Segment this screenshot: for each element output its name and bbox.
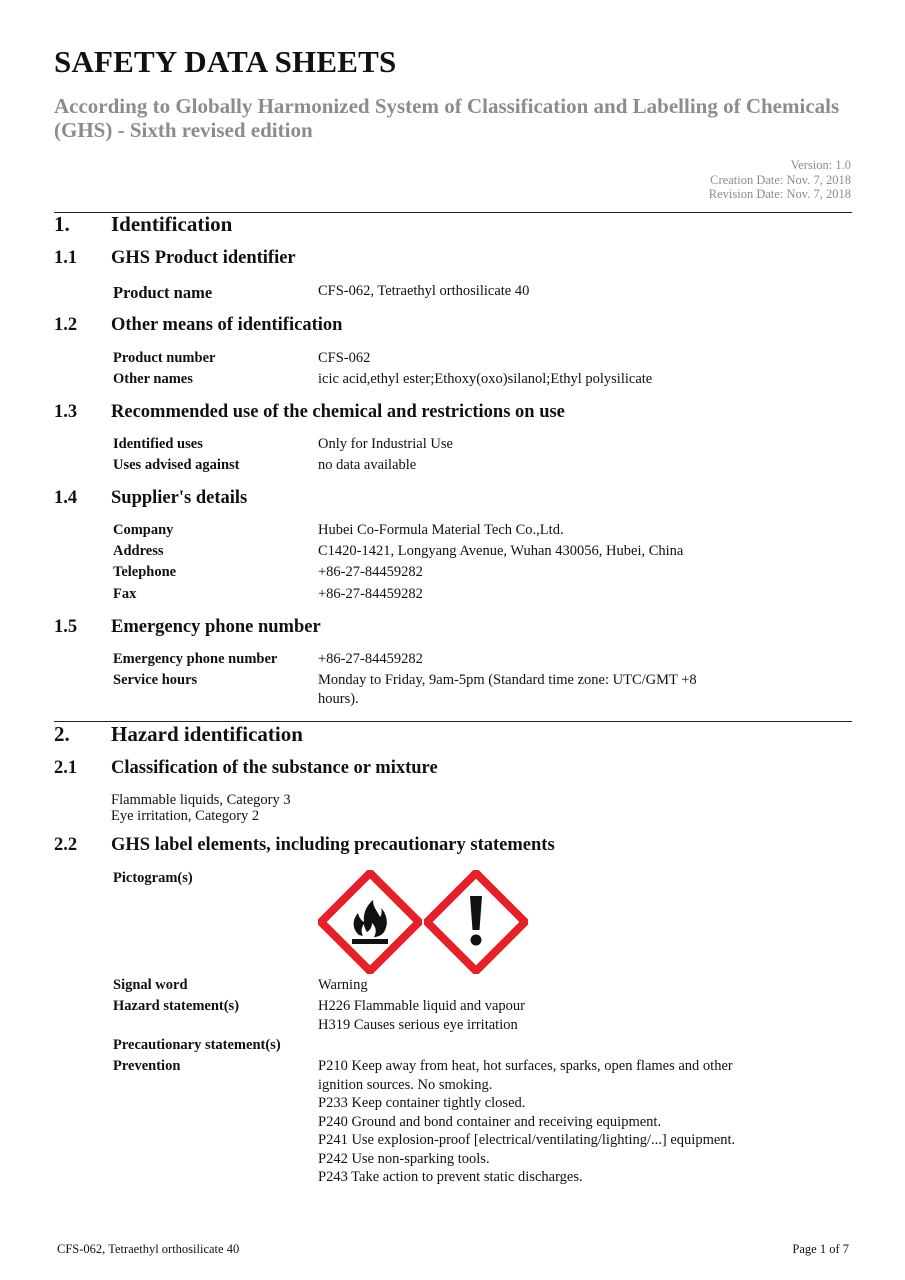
telephone-label: Telephone bbox=[113, 564, 177, 580]
emergency-phone-value: +86-27-84459282 bbox=[318, 651, 423, 667]
classification-item: Flammable liquids, Category 3 bbox=[111, 792, 291, 808]
subsection-number: 1.3 bbox=[54, 402, 78, 422]
version-info bbox=[709, 158, 851, 202]
flame-pictogram-icon bbox=[318, 870, 422, 974]
classification-item: Eye irritation, Category 2 bbox=[111, 808, 260, 824]
other-names-label: Other names bbox=[113, 371, 193, 387]
subsection-number: 1.5 bbox=[54, 617, 78, 637]
section-number: 1. bbox=[54, 212, 70, 236]
version: Version: 1.0 bbox=[790, 158, 851, 172]
revision-date: Revision Date: Nov. 7, 2018 bbox=[708, 187, 851, 201]
other-names-value: icic acid,ethyl ester;Ethoxy(oxo)silanol;Ethyl polysilicate bbox=[318, 371, 653, 387]
product-number-value: CFS-062 bbox=[318, 350, 371, 366]
subsection-number: 1.2 bbox=[54, 315, 78, 335]
precautionary-statement: P243 Take action to prevent static discharges. bbox=[318, 1169, 583, 1185]
classification-list bbox=[111, 792, 291, 824]
hazard-statement: H319 Causes serious eye irritation bbox=[318, 1016, 518, 1033]
subsection-number: 2.1 bbox=[54, 758, 78, 778]
hazard-statements-value bbox=[318, 997, 525, 1034]
uses-advised-against-label: Uses advised against bbox=[113, 457, 240, 473]
exclamation-pictogram-icon bbox=[424, 870, 528, 974]
subsection-number: 1.4 bbox=[54, 488, 78, 508]
emergency-phone-label: Emergency phone number bbox=[113, 651, 278, 667]
subsection-title: Other means of identification bbox=[111, 315, 343, 335]
precautionary-statement: P242 Use non-sparking tools. bbox=[318, 1150, 490, 1167]
hazard-statements-label: Hazard statement(s) bbox=[113, 998, 240, 1014]
service-hours-line: hours). bbox=[318, 690, 359, 707]
service-hours-line: Monday to Friday, 9am-5pm (Standard time zone: UTC/GMT +8 bbox=[318, 672, 697, 688]
subsection-title: GHS Product identifier bbox=[111, 248, 296, 268]
precautionary-statement: P233 Keep container tightly closed. bbox=[318, 1095, 526, 1111]
signal-word-label: Signal word bbox=[113, 977, 188, 993]
pictogram-label: Pictogram(s) bbox=[113, 870, 193, 886]
creation-date: Creation Date: Nov. 7, 2018 bbox=[710, 172, 851, 187]
prevention-statements bbox=[318, 1057, 735, 1187]
subsection-title: Supplier's details bbox=[111, 488, 248, 508]
section-title: Identification bbox=[111, 212, 233, 236]
telephone-value: +86-27-84459282 bbox=[318, 564, 423, 580]
section-title: Hazard identification bbox=[111, 722, 303, 746]
precautionary-statement: P210 Keep away from heat, hot surfaces, sparks, open flames and other bbox=[318, 1058, 733, 1074]
subsection-number: 1.1 bbox=[54, 248, 78, 268]
precautionary-statement: ignition sources. No smoking. bbox=[318, 1076, 493, 1093]
prevention-label: Prevention bbox=[113, 1058, 181, 1074]
company-value: Hubei Co-Formula Material Tech Co.,Ltd. bbox=[318, 522, 564, 538]
subsection-title: Emergency phone number bbox=[111, 617, 321, 637]
company-label: Company bbox=[113, 522, 174, 538]
precautionary-statements-label: Precautionary statement(s) bbox=[113, 1037, 281, 1053]
subsection-title: Recommended use of the chemical and restrictions on use bbox=[111, 402, 565, 422]
footer-document-name: CFS-062, Tetraethyl orthosilicate 40 bbox=[57, 1242, 240, 1256]
fax-value: +86-27-84459282 bbox=[318, 586, 423, 602]
fax-label: Fax bbox=[113, 586, 137, 602]
document-subtitle: According to Globally Harmonized System of Classification and Labelling of Chemicals (GHS) - Sixth revised edition bbox=[54, 94, 840, 142]
precautionary-statement: P240 Ground and bond container and receiving equipment. bbox=[318, 1113, 662, 1130]
address-value: C1420-1421, Longyang Avenue, Wuhan 430056, Hubei, China bbox=[318, 543, 684, 559]
product-number-label: Product number bbox=[113, 350, 216, 366]
service-hours-label: Service hours bbox=[113, 672, 198, 688]
uses-advised-against-value: no data available bbox=[318, 457, 417, 473]
subsection-title: Classification of the substance or mixture bbox=[111, 758, 438, 778]
product-name-value: CFS-062, Tetraethyl orthosilicate 40 bbox=[318, 283, 530, 299]
product-name-label: Product name bbox=[113, 283, 213, 302]
section-number: 2. bbox=[54, 722, 70, 746]
precautionary-statement: P241 Use explosion-proof [electrical/ventilating/lighting/...] equipment. bbox=[318, 1132, 736, 1148]
signal-word-value: Warning bbox=[318, 977, 368, 993]
hazard-statement: H226 Flammable liquid and vapour bbox=[318, 998, 525, 1014]
subsection-title: GHS label elements, including precautionary statements bbox=[111, 835, 555, 855]
footer-page-number: Page 1 of 7 bbox=[792, 1242, 849, 1256]
subsection-number: 2.2 bbox=[54, 835, 78, 855]
address-label: Address bbox=[113, 543, 164, 559]
identified-uses-value: Only for Industrial Use bbox=[318, 436, 453, 452]
document-title: SAFETY DATA SHEETS bbox=[54, 44, 397, 79]
identified-uses-label: Identified uses bbox=[113, 436, 203, 452]
service-hours-value bbox=[318, 671, 697, 708]
